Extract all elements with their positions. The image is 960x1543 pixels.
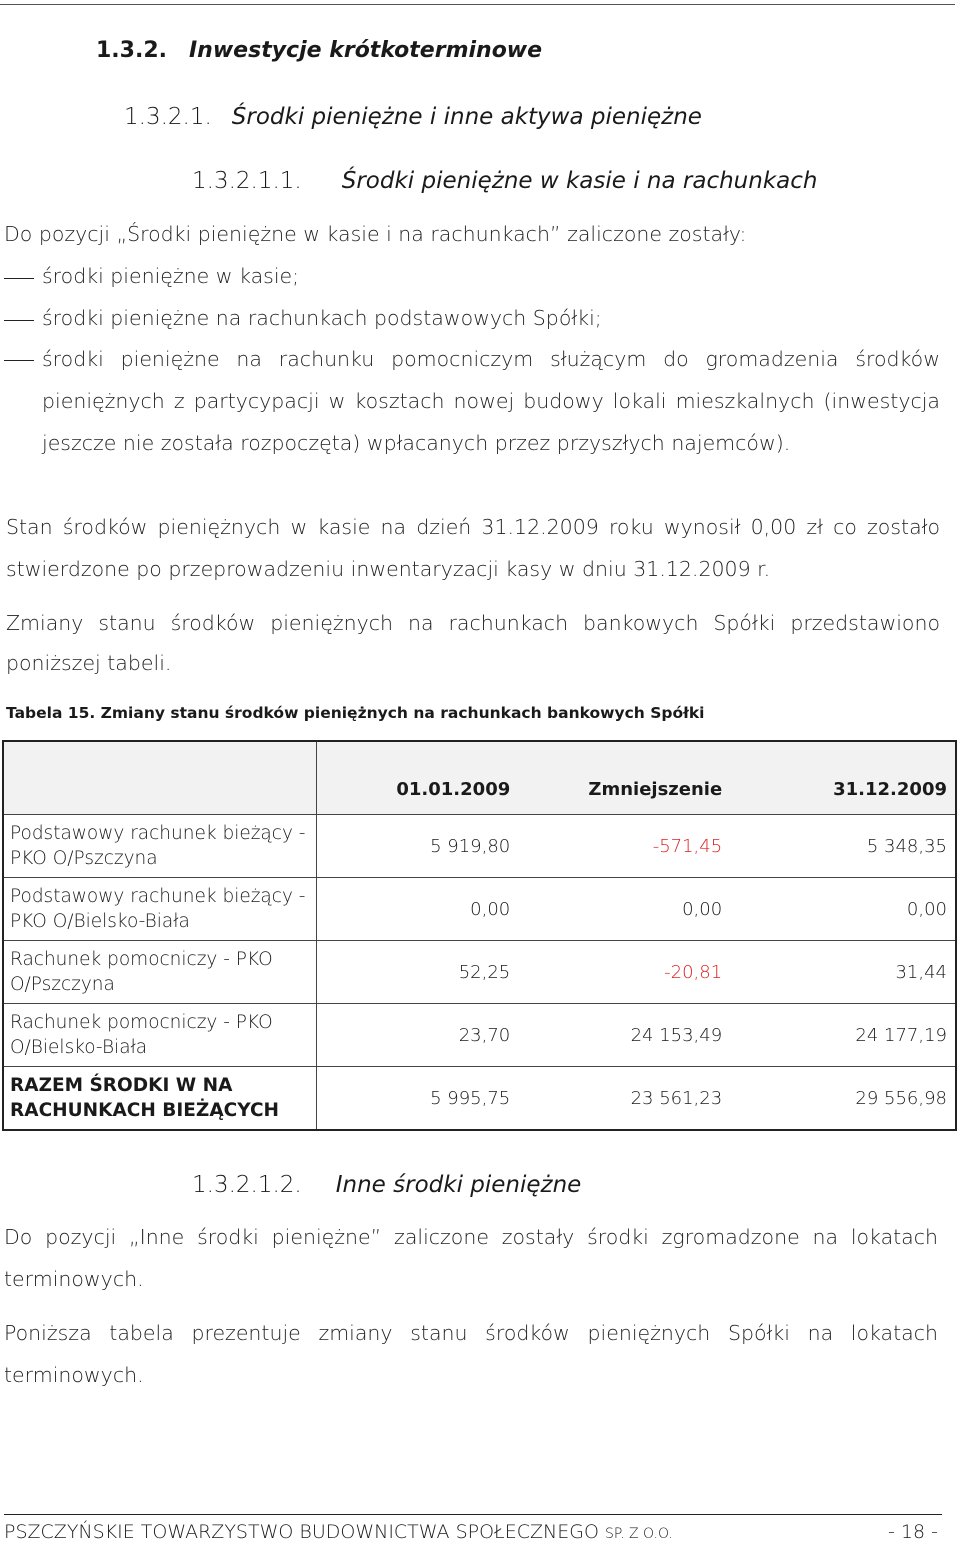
page-number: - 18 - xyxy=(888,1521,938,1543)
cell-decrease: -20,81 xyxy=(518,941,730,1004)
intro-paragraph: Do pozycji „Środki pieniężne w kasie i na rachunkach” zaliczone zostały: xyxy=(4,222,747,246)
table-row xyxy=(3,941,956,1004)
table-intro-paragraph: Poniższa tabela prezentuje zmiany stanu środków pieniężnych Spółki na lokatach terminowych. xyxy=(4,1321,938,1387)
table-caption: Tabela 15. Zmiany stanu środków pieniężnych na rachunkach bankowych Spółki xyxy=(6,704,705,722)
heading-3-other-title: Inne środki pieniężne xyxy=(335,1172,582,1198)
cell-decrease: 0,00 xyxy=(518,878,730,941)
heading-1 xyxy=(96,38,542,63)
header-blank-cell xyxy=(3,741,316,815)
table-total-row xyxy=(3,1067,956,1131)
table-row xyxy=(3,1004,956,1067)
list-item xyxy=(4,264,299,288)
list-item-text: środki pieniężne w kasie; xyxy=(42,264,300,288)
cell-closing: 24 177,19 xyxy=(730,1004,956,1067)
cell-opening: 23,70 xyxy=(316,1004,518,1067)
footer-rule xyxy=(4,1514,942,1515)
dash-bullet-icon xyxy=(4,360,34,361)
row-label: Podstawowy rachunek bieżący - PKO O/Pszczyna xyxy=(3,815,316,878)
header-closing: 31.12.2009 xyxy=(730,741,956,815)
cell-closing: 5 348,35 xyxy=(730,815,956,878)
heading-3-title: Środki pieniężne w kasie i na rachunkach xyxy=(341,168,818,194)
heading-1-title: Inwestycje krótkoterminowe xyxy=(189,38,543,63)
cell-decrease: 24 153,49 xyxy=(518,1004,730,1067)
footer-company xyxy=(4,1521,673,1543)
heading-1-number: 1.3.2. xyxy=(96,38,167,63)
table-row xyxy=(3,878,956,941)
cell-closing: 0,00 xyxy=(730,878,956,941)
cell-opening: 5 919,80 xyxy=(316,815,518,878)
list-item xyxy=(4,338,940,464)
heading-2 xyxy=(124,104,702,130)
heading-2-number: 1.3.2.1. xyxy=(124,104,212,130)
heading-3-number: 1.3.2.1.1. xyxy=(192,168,302,194)
top-rule xyxy=(0,4,955,5)
row-label: Rachunek pomocniczy - PKO O/Pszczyna xyxy=(3,941,316,1004)
heading-2-title: Środki pieniężne i inne aktywa pieniężne xyxy=(231,104,702,130)
cell-closing: 31,44 xyxy=(730,941,956,1004)
cell-closing: 29 556,98 xyxy=(730,1067,956,1131)
table-row xyxy=(3,815,956,878)
footer-company-name: PSZCZYŃSKIE TOWARZYSTWO BUDOWNICTWA SPOŁECZNEGO xyxy=(4,1521,599,1543)
cell-opening: 52,25 xyxy=(316,941,518,1004)
cell-opening: 0,00 xyxy=(316,878,518,941)
heading-3-other xyxy=(192,1172,581,1198)
cell-opening: 5 995,75 xyxy=(316,1067,518,1131)
table-header-row xyxy=(3,741,956,815)
bank-accounts-table xyxy=(2,740,957,1131)
list-item-text: środki pieniężne na rachunku pomocniczym służącym do gromadzenia środków pieniężnych z partycypacji w kosztach nowej budowy lokali mieszkalnych (inwestycja jeszcze nie została rozpoczęta) wpłacanych przez przyszłych najemców). xyxy=(42,347,940,455)
list-item xyxy=(4,306,602,330)
cell-decrease: 23 561,23 xyxy=(518,1067,730,1131)
row-label: Podstawowy rachunek bieżący - PKO O/Bielsko-Biała xyxy=(3,878,316,941)
total-label: RAZEM ŚRODKI W NA RACHUNKACH BIEŻĄCYCH xyxy=(3,1067,316,1131)
other-funds-paragraph: Do pozycji „Inne środki pieniężne” zaliczone zostały środki zgromadzone na lokatach terminowych. xyxy=(4,1225,938,1291)
cell-decrease: -571,45 xyxy=(518,815,730,878)
list-item-text: środki pieniężne na rachunkach podstawowych Spółki; xyxy=(42,306,602,330)
heading-3-other-number: 1.3.2.1.2. xyxy=(192,1172,302,1198)
dash-bullet-icon xyxy=(4,320,34,321)
dash-bullet-icon xyxy=(4,278,34,279)
cash-paragraph: Stan środków pieniężnych w kasie na dzień 31.12.2009 roku wynosił 0,00 zł co zostało stwierdzone po przeprowadzeniu inwentaryzacji kasy w dniu 31.12.2009 r. xyxy=(6,515,940,581)
heading-3 xyxy=(192,168,817,194)
changes-paragraph: Zmiany stanu środków pieniężnych na rachunkach bankowych Spółki przedstawiono poniższej tabeli. xyxy=(6,611,940,675)
header-decrease: Zmniejszenie xyxy=(518,741,730,815)
row-label: Rachunek pomocniczy - PKO O/Bielsko-Biała xyxy=(3,1004,316,1067)
footer-company-suffix: SP. Z O.O. xyxy=(604,1526,673,1542)
header-opening: 01.01.2009 xyxy=(316,741,518,815)
